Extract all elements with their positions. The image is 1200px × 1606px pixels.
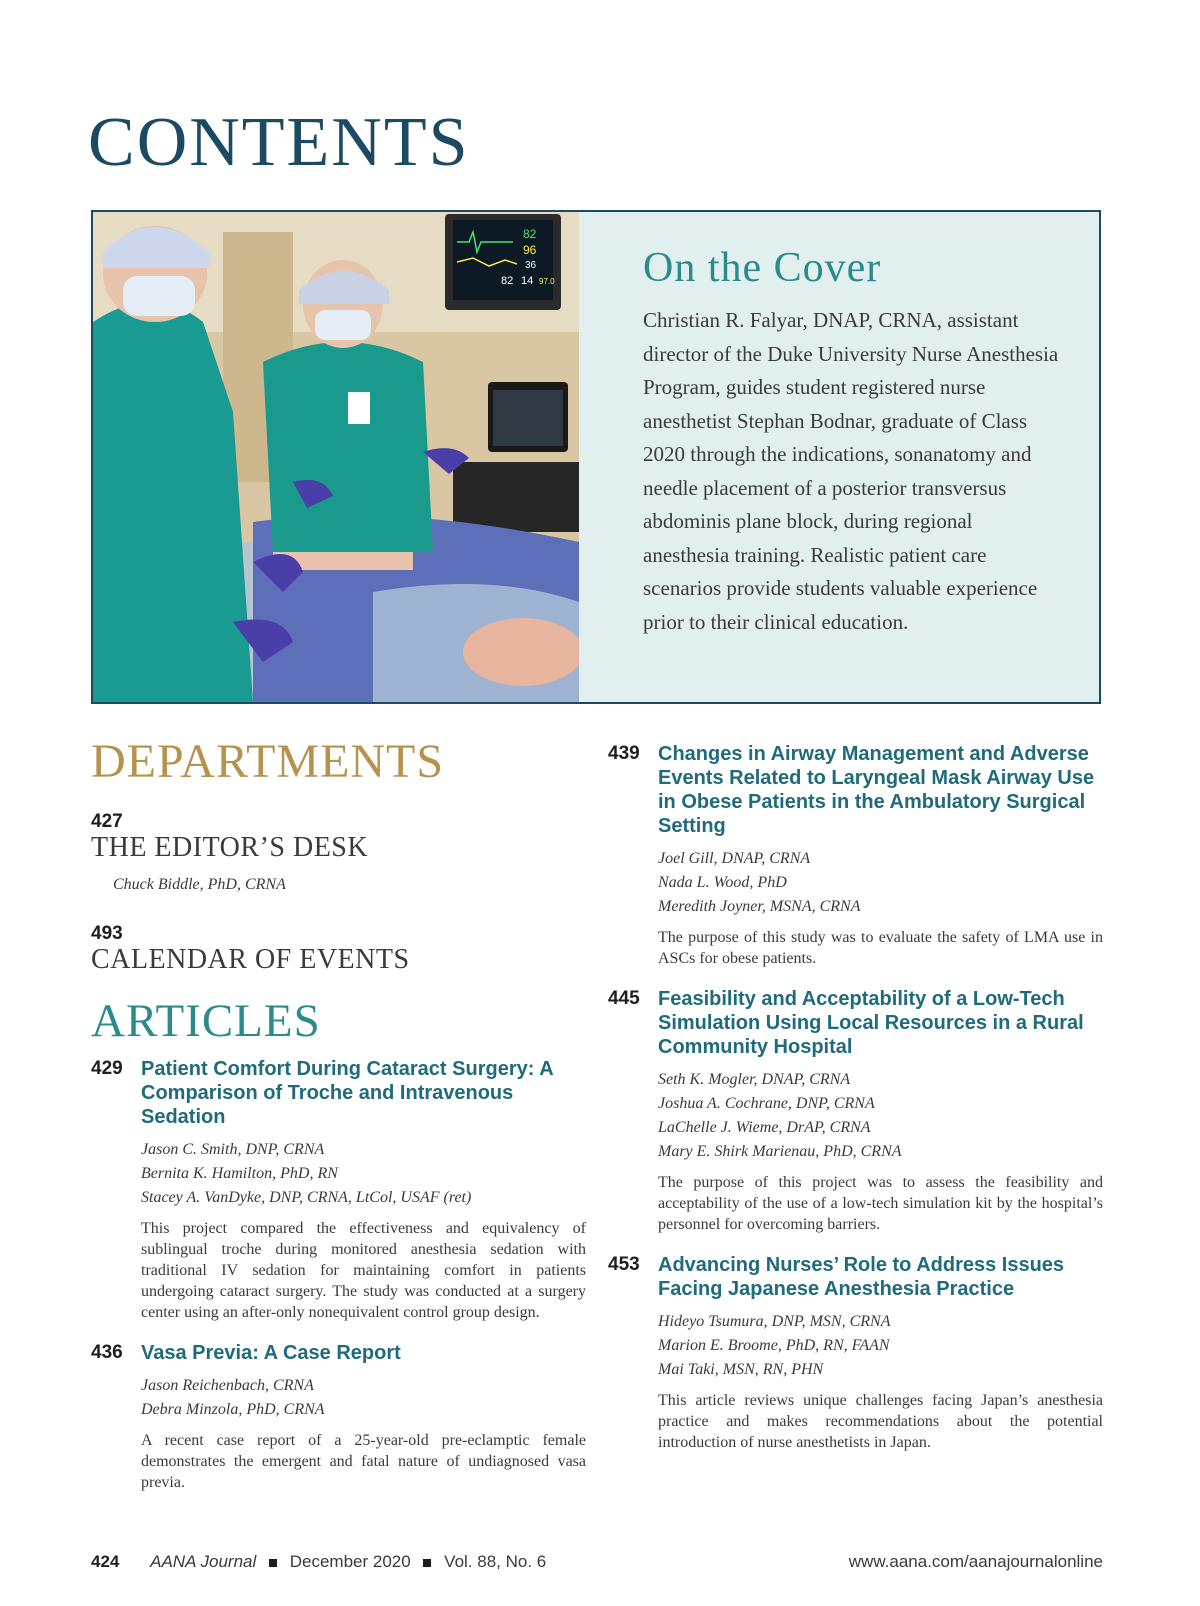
article-author: LaChelle J. Wieme, DrAP, CRNA <box>658 1119 871 1136</box>
department-item <box>91 812 586 894</box>
monitor-reading-6: 97.0 <box>539 277 555 286</box>
article-page-number: 429 <box>91 1057 123 1079</box>
article-abstract: This project compared the effectiveness and equivalency of sublingual troche during monitored anesthesia sedation with traditional IV sedation for maintaining comfort in patients undergoing cataract surgery. The study was conducted at a surgery center using an after-only nonequivalent control group design. <box>141 1219 586 1321</box>
article-entry <box>91 1341 586 1493</box>
monitor-reading-2: 96 <box>523 243 537 257</box>
page-title: CONTENTS <box>88 104 470 181</box>
article-author: Joel Gill, DNAP, CRNA <box>658 850 811 867</box>
article-authors <box>658 1068 1103 1164</box>
article-author: Marion E. Broome, PhD, RN, FAAN <box>658 1337 890 1354</box>
page-footer <box>91 1552 1103 1572</box>
footer-issue-date: December 2020 <box>289 1552 411 1571</box>
article-page-number: 439 <box>608 743 640 764</box>
department-item <box>91 924 586 976</box>
article-author: Meredith Joyner, MSNA, CRNA <box>658 898 861 915</box>
article-title: Vasa Previa: A Case Report <box>141 1341 401 1364</box>
article-page-number: 436 <box>91 1341 123 1363</box>
article-author: Debra Minzola, PhD, CRNA <box>141 1400 325 1418</box>
article-author: Bernita K. Hamilton, PhD, RN <box>141 1164 338 1182</box>
monitor-reading-5: 14 <box>521 275 534 287</box>
article-authors <box>141 1138 586 1210</box>
article-author: Mary E. Shirk Marienau, PhD, CRNA <box>658 1143 902 1160</box>
cover-photo <box>93 212 579 702</box>
footer-volume: Vol. 88, No. 6 <box>444 1552 547 1571</box>
article-abstract: A recent case report of a 25-year-old pre-eclamptic female demonstrates the emergent and fatal nature of undiagnosed vasa previa. <box>141 1431 586 1491</box>
department-page-number: 493 <box>91 922 123 944</box>
article-entry <box>608 1253 1103 1453</box>
department-author: Chuck Biddle, PhD, CRNA <box>113 875 286 893</box>
cover-heading: On the Cover <box>643 245 882 291</box>
cover-feature <box>91 210 1101 704</box>
article-entry <box>91 1057 586 1323</box>
monitor-reading-4: 82 <box>501 275 514 287</box>
article-authors <box>658 1310 1103 1382</box>
footer-url-link[interactable]: www.aana.com/aanajournalonline <box>848 1552 1103 1571</box>
right-column <box>608 742 1103 1453</box>
article-author: Jason Reichenbach, CRNA <box>141 1376 314 1394</box>
footer-page-number: 424 <box>91 1552 120 1571</box>
article-author: Joshua A. Cochrane, DNP, CRNA <box>658 1095 875 1112</box>
article-abstract: This article reviews unique challenges facing Japan’s anesthesia practice and makes recommendations about the potential introduction of nurse anesthetists in Japan. <box>658 1392 1103 1451</box>
footer-journal-name: AANA Journal <box>150 1552 257 1571</box>
article-abstract: The purpose of this study was to evaluate the safety of LMA use in ASCs for obese patients. <box>658 929 1103 967</box>
article-title: Advancing Nurses’ Role to Address Issues Facing Japanese Anesthesia Practice <box>658 1254 1065 1300</box>
left-column <box>91 735 586 1493</box>
article-author: Mai Taki, MSN, RN, PHN <box>658 1361 824 1378</box>
footer-separator <box>423 1559 431 1567</box>
article-title: Changes in Airway Management and Adverse Events Related to Laryngeal Mask Airway Use in Obese Patients in the Ambulatory Surgical Setting <box>658 743 1095 837</box>
article-author: Seth K. Mogler, DNAP, CRNA <box>658 1071 851 1088</box>
cover-caption: Christian R. Falyar, DNAP, CRNA, assistant director of the Duke University Nurse Anesthesia Program, guides student registered nurse anesthetist Stephan Bodnar, graduate of Class 2020 through the indications, sonanatomy and needle placement of a posterior transversus abdominis plane block, during regional anesthesia training. Realistic patient care scenarios provide students valuable experience prior to their clinical education. <box>643 308 1059 634</box>
articles-heading: ARTICLES <box>91 994 321 1047</box>
departments-heading: DEPARTMENTS <box>91 735 445 788</box>
monitor-reading-3: 36 <box>525 260 537 271</box>
monitor-reading-1: 82 <box>523 227 537 241</box>
article-title: Feasibility and Acceptability of a Low-Tech Simulation Using Local Resources in a Rural Community Hospital <box>658 988 1084 1058</box>
article-page-number: 453 <box>608 1254 640 1275</box>
article-authors <box>141 1374 586 1422</box>
article-page-number: 445 <box>608 988 640 1009</box>
department-title: THE EDITOR’S DESK <box>91 832 369 863</box>
footer-separator <box>269 1559 277 1567</box>
cover-photo-illustration <box>93 212 579 702</box>
article-entry <box>608 987 1103 1235</box>
article-abstract: The purpose of this project was to assess the feasibility and acceptability of the use of a low-tech simulation kit by the hospital’s personnel for overcoming barriers. <box>658 1174 1103 1233</box>
article-author: Hideyo Tsumura, DNP, MSN, CRNA <box>658 1313 891 1330</box>
article-title: Patient Comfort During Cataract Surgery: A Comparison of Troche and Intravenous Sedation <box>141 1057 553 1128</box>
department-title: CALENDAR OF EVENTS <box>91 943 410 975</box>
footer-left <box>91 1552 546 1572</box>
department-page-number: 427 <box>91 811 123 832</box>
cover-description <box>643 244 1063 639</box>
article-author: Stacey A. VanDyke, DNP, CRNA, LtCol, USAF (ret) <box>141 1188 472 1206</box>
article-authors <box>658 847 1103 919</box>
article-author: Jason C. Smith, DNP, CRNA <box>141 1140 325 1158</box>
article-author: Nada L. Wood, PhD <box>658 874 787 891</box>
article-entry <box>608 742 1103 969</box>
